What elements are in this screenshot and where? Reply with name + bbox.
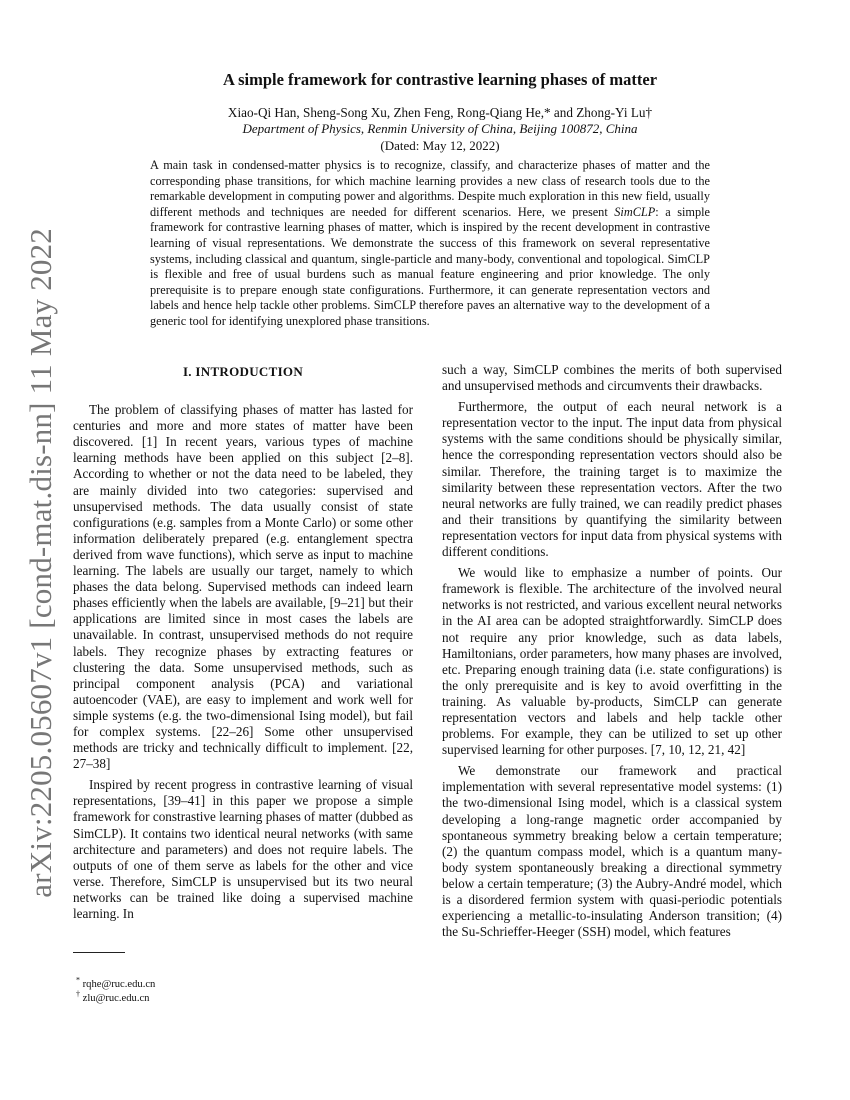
footnote-email[interactable]: zlu@ruc.edu.cn	[82, 993, 150, 1004]
abstract-part-1: A main task in condensed-matter physics is to recognize, classify, and characterize phases of matter and the corresponding phase transitions, for which machine learning provides a new class of research tools due to the remarkable development in computing power and algorithms. Despite much exploration in this new field, usually different methods and techniques are needed for different scenarios. Here, we present	[150, 158, 710, 219]
paragraph: The problem of classifying phases of matter has lasted for centuries and more and more states of matter have been discovered. [1] In recent years, various types of machine learning methods have been applied on this subject [2–8]. According to whether or not the data need to be labeled, they are mainly divided into two categories: supervised and unsupervised methods. The data usually consist of state configurations (e.g. samples from a Monte Carlo) or some other information deliberately prepared (e.g. entanglement spectra derived from wave functions), which serve as input to machine learning. The labels are usually our target, namely to which phases the data belong. Supervised methods can indeed learn phases efficiently when the labels are available, [9–21] but their applications are limited since in most cases the labels are unavailable. In contrast, unsupervised methods do not require labels. They recognize phases by extracting features or clustering the data. Some unsupervised methods, such as principal component analysis (PCA) and variational autoencoder (VAE), are easy to implement and work well for simple systems (e.g. the two-dimensional Ising model), but fail for complex systems. [22–26] Some other unsupervised methods are tricky and technically difficult to implement. [22, 27–38]	[73, 402, 413, 772]
paper-title: A simple framework for contrastive learning phases of matter	[222, 70, 658, 89]
footnote	[76, 989, 155, 1006]
section-heading: I. INTRODUCTION	[182, 364, 304, 379]
footnote-mark: †	[76, 989, 80, 999]
right-column	[442, 362, 782, 945]
affiliation: Department of Physics, Renmin University of China, Beijing 100872, China	[242, 121, 638, 136]
footnote	[76, 975, 156, 992]
paragraph: We demonstrate our framework and practical implementation with several representative model systems: (1) the two-dimensional Ising model, which is a classical system developing a long-range magnetic order accompanied by spontaneous symmetry breaking below a certain temperature; (2) the quantum compass model, which is a quantum many-body system spontaneously breaking a directional symmetry below a certain temperature; (3) the Aubry-André model, which is a disordered fermion system with quasi-periodic potentials experiencing a metallic-to-insulating Anderson transition; (4) the Su-Schrieffer-Heeger (SSH) model, which features	[442, 763, 782, 940]
paragraph: Furthermore, the output of each neural network is a representation vector to the input. The input data from physical systems with the same conditions should be physically similar, hence the corresponding representation vectors should also be similar. Therefore, the training target is to maximize the similarity between these representation vectors. After the two neural networks are fully trained, we can readily predict phases and their transitions by quantifying the similarity between representation vectors for input data from physical systems with different conditions.	[442, 399, 782, 560]
paragraph: such a way, SimCLP combines the merits of both supervised and unsupervised methods and circumvents their drawbacks.	[442, 362, 782, 394]
footnotes	[76, 975, 156, 1006]
paragraph: We would like to emphasize a number of points. Our framework is flexible. The architecture of the involved neural networks is not restricted, and various excellent neural networks in the AI area can be adopted straightforwardly. SimCLP does not require any prior knowledge, such as data labels, Hamiltonians, order parameters, how many phases are involved, etc. Preparing enough training data (i.e. state configurations) is the only prerequisite and is key to avoid overfitting in the training. As valuable by-products, SimCLP can generate representation vectors and labels and help tackle other problems. For example, they can be utilized to set up other supervised learning for other purposes. [7, 10, 12, 21, 42]	[442, 565, 782, 758]
footnote-email[interactable]: rqhe@ruc.edu.cn	[82, 979, 156, 990]
abstract	[150, 158, 710, 330]
author-list: Xiao-Qi Han, Sheng-Song Xu, Zhen Feng, Rong-Qiang He,* and Zhong-Yi Lu†	[227, 105, 653, 120]
abstract-emphasis: SimCLP	[614, 204, 656, 219]
footnote-mark: *	[76, 975, 80, 985]
paper-header	[100, 70, 780, 154]
paragraph: Inspired by recent progress in contrastive learning of visual representations, [39–41] in this paper we propose a simple framework for constrastive learning phases of matter (dubbed as SimCLP). It contains two identical neural networks (with same architecture and parameters) and does not require labels. The outputs of one of them serve as labels for the other and vice verse. Therefore, SimCLP is unsupervised but its two neural networks can be trained like doing a supervised machine learning. In	[73, 777, 413, 921]
date-line: (Dated: May 12, 2022)	[380, 138, 500, 153]
abstract-part-2: : a simple framework for contrastive learning phases of matter, which is inspired by the recent development in contrastive learning of visual representations. We demonstrate the success of this framework on several representative systems, including classical and quantum, single-particle and many-body, conventional and topological. SimCLP is flexible and free of usual burdens such as manual feature engineering and prior knowledge. The only prerequisite is to prepare enough state configurations. Furthermore, it can generate representation vectors and labels and hence help tackle other problems. SimCLP therefore paves an alternative way to the development of a generic tool for identifying unexplored phase transitions.	[150, 204, 710, 328]
arxiv-identifier: arXiv:2205.05607v1 [cond-mat.dis-nn] 11 May 2022	[23, 228, 58, 898]
footnote-rule	[73, 952, 125, 953]
left-column	[73, 360, 413, 927]
